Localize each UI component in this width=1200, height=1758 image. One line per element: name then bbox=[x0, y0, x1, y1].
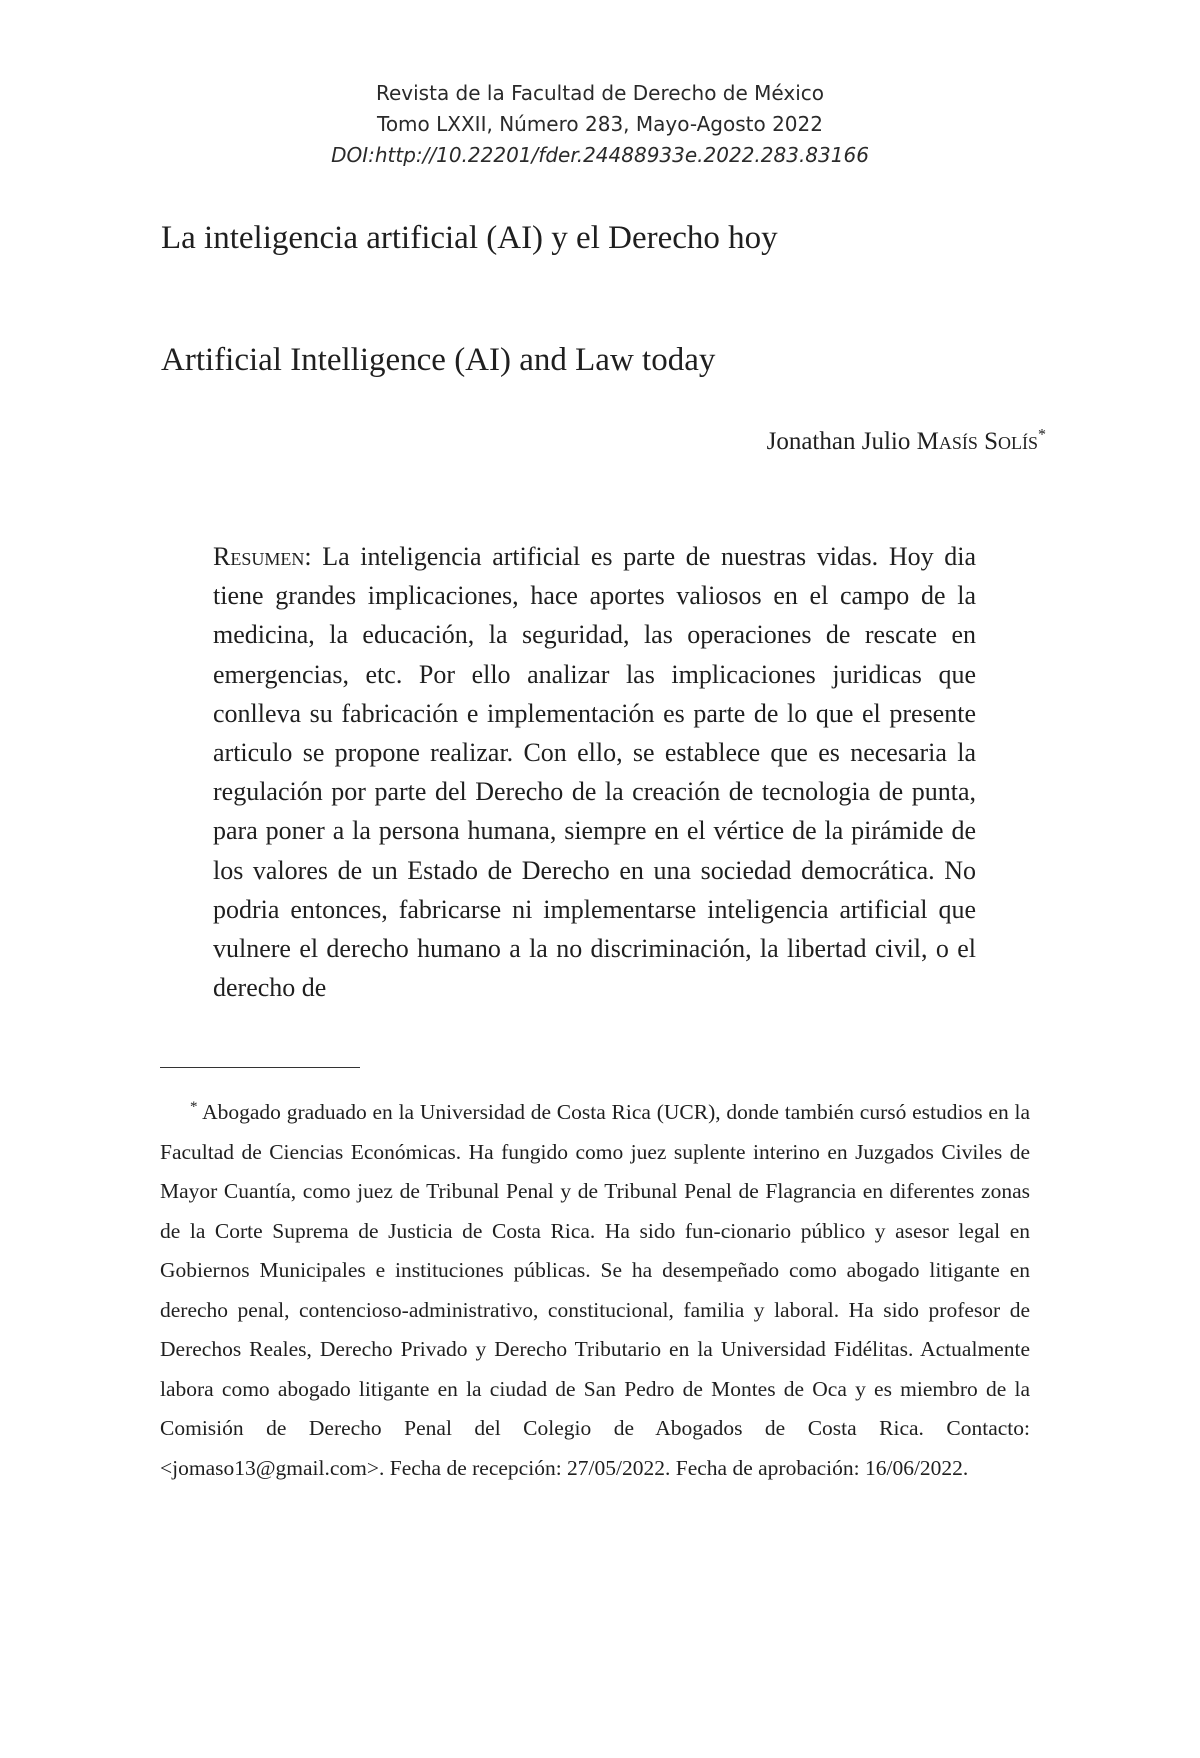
author-line bbox=[767, 428, 1046, 456]
author-footnote bbox=[160, 1093, 1030, 1488]
author-surnames: Masís Solís bbox=[916, 428, 1038, 455]
journal-issue: Tomo LXXII, Número 283, Mayo-Agosto 2022 bbox=[377, 112, 823, 136]
footnote-separator bbox=[160, 1067, 360, 1068]
article-title-spanish: La inteligencia artificial (AI) y el Derecho hoy bbox=[161, 220, 778, 256]
article-title-english: Artificial Intelligence (AI) and Law today bbox=[161, 342, 716, 378]
abstract-text: La inteligencia artificial es parte de nuestras vidas. Hoy dia tiene grandes implicaciones, hace aportes valiosos en el campo de la medicina, la educación, la seguridad, las operaciones de rescate en emergencias, etc. Por ello analizar las implicaciones juridicas que conlleva su fabricación e implementación es parte de lo que el presente articulo se propone realizar. Con ello, se establece que es necesaria la regulación por parte del Derecho de la creación de tecnologia de punta, para poner a la persona humana, siempre en el vértice de la pirámide de los valores de un Estado de Derecho en una sociedad democrática. No podria entonces, fabricarse ni implementarse inteligencia artificial que vulnere el derecho humano a la no discriminación, la libertad civil, o el derecho de bbox=[213, 542, 976, 1003]
doi-link[interactable]: DOI:http://10.22201/fder.24488933e.2022.283.83166 bbox=[331, 143, 869, 167]
abstract-label: Resumen: bbox=[213, 542, 312, 571]
abstract bbox=[213, 537, 976, 1007]
footnote-text: Abogado graduado en la Universidad de Costa Rica (UCR), donde también cursó estudios en la Facultad de Ciencias Económicas. Ha fungido como juez suplente interino en Juzgados Civiles de Mayor Cuantía, como juez de Tribunal Penal y de Tribunal Penal de Flagrancia en diferentes zonas de la Corte Suprema de Justicia de Costa Rica. Ha sido fun-cionario público y asesor legal en Gobiernos Municipales e instituciones públicas. Se ha desempeñado como abogado litigante en derecho penal, contencioso-administrativo, constitucional, familia y laboral. Ha sido profesor de Derechos Reales, Derecho Privado y Derecho Tributario en la Universidad Fidélitas. Actualmente labora como abogado litigante en la ciudad de San Pedro de Montes de Oca y es miembro de la Comisión de Derecho Penal del Colegio de Abogados de Costa Rica. Contacto: <jomaso13@gmail.com>. Fecha de recepción: 27/05/2022. Fecha de aprobación: 16/06/2022. bbox=[160, 1100, 1030, 1480]
journal-name: Revista de la Facultad de Derecho de México bbox=[375, 81, 824, 105]
author-given-names: Jonathan Julio bbox=[766, 428, 911, 455]
journal-header bbox=[0, 78, 1200, 171]
footnote-marker: * bbox=[190, 1098, 198, 1115]
author-footnote-marker[interactable]: * bbox=[1038, 426, 1046, 444]
